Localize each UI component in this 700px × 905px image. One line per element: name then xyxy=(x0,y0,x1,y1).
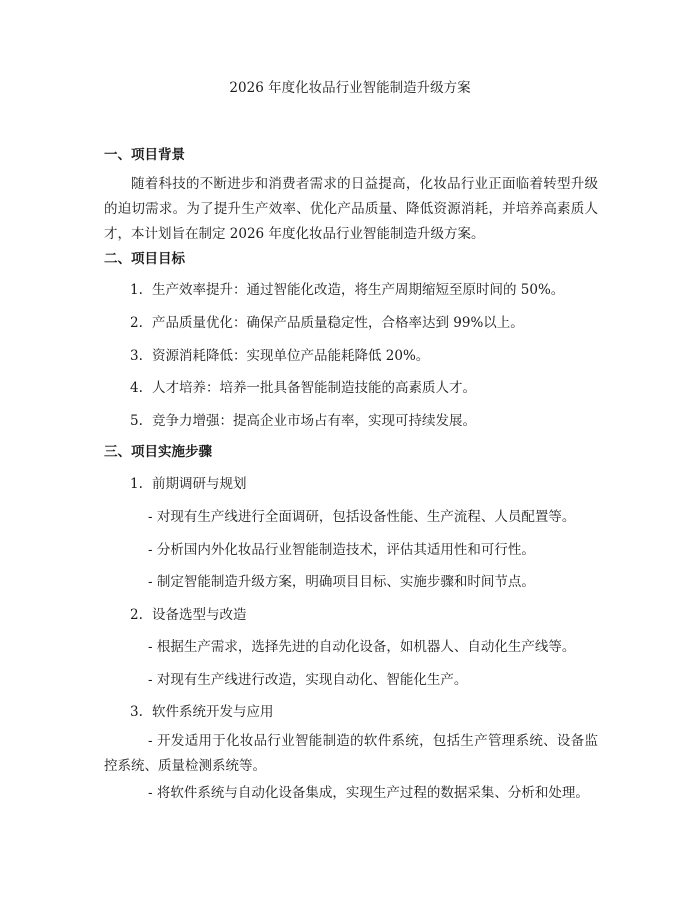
step-sub-item: - 根据生产需求，选择先进的自动化设备，如机器人、自动化生产线等。 xyxy=(148,639,576,655)
section-heading-background: 一、项目背景 xyxy=(104,147,185,163)
step-number: 3. xyxy=(130,704,143,720)
document-title: 2026 年度化妆品行业智能制造升级方案 xyxy=(229,80,471,96)
step-sub-item: - 对现有生产线进行全面调研，包括设备性能、生产流程、人员配置等。 xyxy=(148,509,576,525)
goal-number: 4. xyxy=(130,380,143,396)
step-title: 软件系统开发与应用 xyxy=(152,704,274,720)
step-item xyxy=(130,702,274,722)
background-paragraph: 随着科技的不断进步和消费者需求的日益提高，化妆品行业正面临着转型升级的迫切需求。为了提升生产效率、优化产品质量、降低资源消耗，并培养高素质人才，本计划旨在制定 2026 年度化妆品行业智能制造升级方案。 xyxy=(104,176,598,242)
goal-text: 竞争力增强：提高企业市场占有率，实现可持续发展。 xyxy=(152,413,476,429)
section-heading-steps: 三、项目实施步骤 xyxy=(104,444,212,460)
goal-number: 2. xyxy=(130,315,143,331)
step-number: 2. xyxy=(130,607,143,623)
goal-text: 资源消耗降低：实现单位产品能耗降低 20%。 xyxy=(152,348,430,364)
step-sub-item: - 对现有生产线进行改造，实现自动化、智能化生产。 xyxy=(148,672,468,688)
goal-item xyxy=(130,280,564,300)
goal-number: 5. xyxy=(130,413,143,429)
goal-text: 人才培养：培养一批具备智能制造技能的高素质人才。 xyxy=(152,380,476,396)
goal-number: 3. xyxy=(130,348,143,364)
goal-number: 1. xyxy=(130,282,143,298)
step-sub-item: - 分析国内外化妆品行业智能制造技术，评估其适用性和可行性。 xyxy=(148,542,535,558)
goal-text: 生产效率提升：通过智能化改造，将生产周期缩短至原时间的 50%。 xyxy=(152,282,565,298)
step-item xyxy=(130,605,247,625)
goal-item xyxy=(130,411,476,431)
step-title: 前期调研与规划 xyxy=(152,476,247,492)
step-number: 1. xyxy=(130,476,143,492)
step-title: 设备选型与改造 xyxy=(152,607,247,623)
goal-item xyxy=(130,313,524,333)
step-sub-item: - 将软件系统与自动化设备集成，实现生产过程的数据采集、分析和处理。 xyxy=(148,785,589,801)
step-item xyxy=(130,474,247,494)
goal-item xyxy=(130,378,476,398)
goal-text: 产品质量优化：确保产品质量稳定性，合格率达到 99%以上。 xyxy=(152,315,524,331)
goal-item xyxy=(130,346,429,366)
section-heading-goals: 二、项目目标 xyxy=(104,251,185,267)
step-sub-item: - 开发适用于化妆品行业智能制造的软件系统，包括生产管理系统、设备监控系统、质量检测系统等。 xyxy=(104,733,598,774)
step-sub-item: - 制定智能制造升级方案，明确项目目标、实施步骤和时间节点。 xyxy=(148,574,535,590)
